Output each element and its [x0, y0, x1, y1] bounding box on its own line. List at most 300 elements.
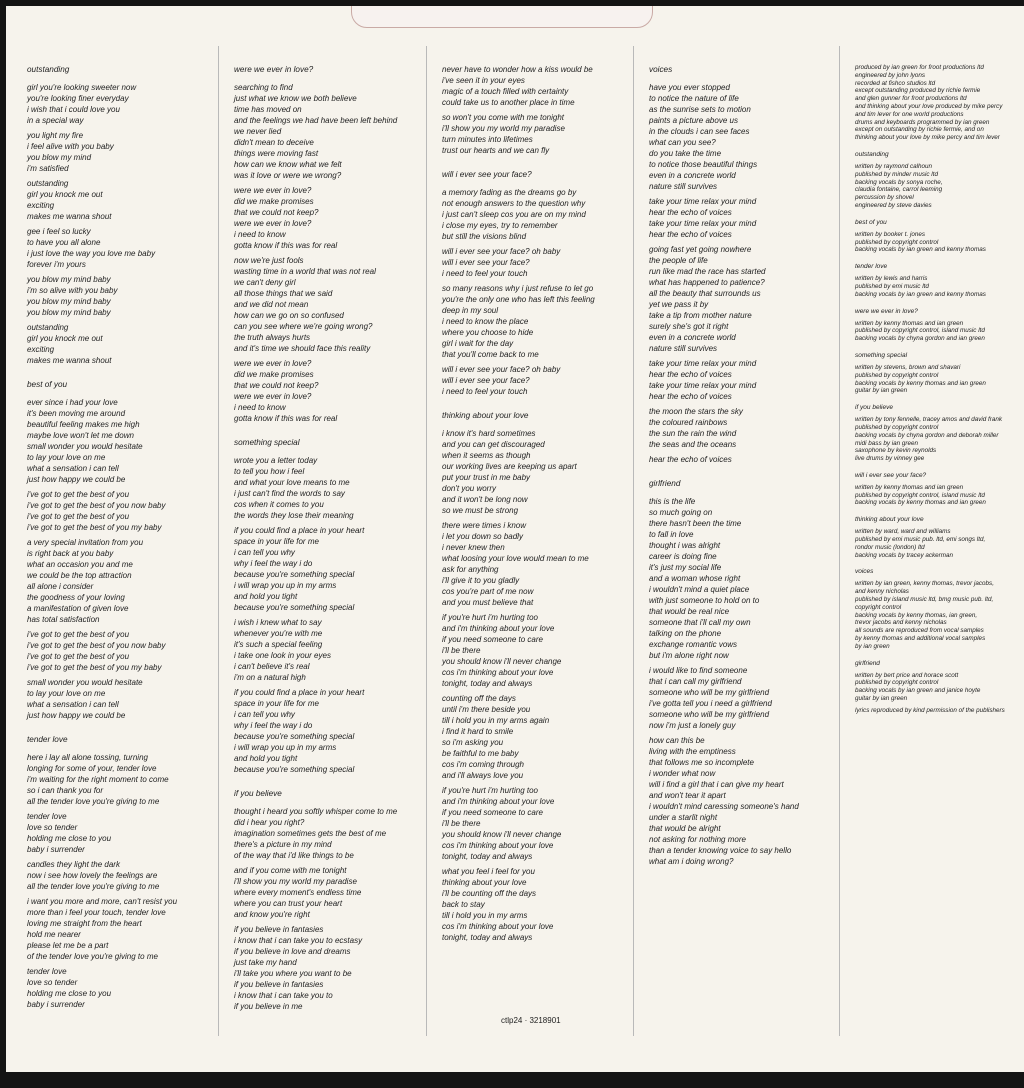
lyric-line: outstanding: [27, 323, 69, 332]
lyric-line: published by copyright control: [855, 238, 939, 246]
lyric-line: didn't mean to deceive: [234, 138, 314, 147]
lyric-line: guitar by ian green: [855, 387, 908, 395]
lyric-line: will i ever see your face? oh baby: [442, 247, 561, 256]
lyric-line: i can tell you why: [234, 548, 295, 557]
lyric-line: how can we know what we felt: [234, 160, 342, 169]
lyric-line: just take my hand: [234, 958, 297, 967]
lyric-line: did we make promises: [234, 197, 314, 206]
lyric-line: guitar by ian green: [855, 695, 908, 703]
lyric-line: published by island music ltd, bmg music pub. ltd,: [855, 596, 994, 604]
lyric-line: and thinking about your love produced by mike percy: [855, 102, 1003, 110]
lyric-line: why i feel the way i do: [234, 559, 313, 568]
lyric-line: because you're something special: [234, 765, 355, 774]
lyric-line: take your time relax your mind: [649, 197, 757, 206]
lyric-line: could take us to another place in time: [442, 98, 575, 107]
lyric-line: were we ever in love?: [234, 219, 312, 228]
lyric-line: you should know i'll never change: [442, 830, 562, 839]
lyric-line: i just can't sleep cos you are on my mind: [442, 210, 586, 219]
lyric-line: and what your love means to me: [234, 478, 350, 487]
lyric-line: lyrics reproduced by kind permission of the publishers: [855, 706, 1005, 714]
lyric-line: the coloured rainbows: [649, 418, 728, 427]
lyric-line: take your time relax your mind: [649, 381, 757, 390]
lyric-line: just what we know we both believe: [234, 94, 357, 103]
lyric-line: i'm so alive with you baby: [27, 286, 118, 295]
lyric-line: can you see where we're going wrong?: [234, 322, 373, 331]
lyric-line: i wonder what now: [649, 769, 716, 778]
lyric-line: tonight, today and always: [442, 933, 533, 942]
lyric-line: i take one look in your eyes: [234, 651, 331, 660]
song-title: voices: [855, 568, 874, 576]
lyric-line: to tell you how i feel: [234, 467, 305, 476]
lyric-line: backing vocals by ian green and kenny thomas: [855, 290, 986, 298]
song-title: if you believe: [855, 404, 893, 412]
lyric-line: till i hold you in my arms: [442, 911, 528, 920]
lyric-line: written by stevens, brown and shavari: [855, 363, 961, 371]
lyric-line: i've gotta tell you i need a girlfriend: [649, 699, 772, 708]
lyric-line: girl you're looking sweeter now: [27, 83, 137, 92]
lyric-line: percussion by shovel: [855, 194, 914, 202]
lyrics-column-1: [27, 64, 177, 1010]
lyric-line: living with the emptiness: [649, 747, 736, 756]
lyric-line: i wish that i could love you: [27, 105, 120, 114]
lyric-line: except outstanding produced by richie fermie: [855, 87, 981, 95]
lyric-line: backing vocals by sonya roche,: [855, 178, 943, 186]
lyric-line: the words they lose their meaning: [234, 511, 354, 520]
lyric-line: deep in my soul: [442, 306, 499, 315]
lyric-line: this is the life: [649, 497, 696, 506]
lyric-line: so we must be strong: [442, 506, 519, 515]
lyric-line: if you need someone to care: [442, 635, 543, 644]
lyric-line: if you believe in fantasies: [234, 925, 324, 934]
lyric-line: to notice those beautiful things: [649, 160, 758, 169]
lyric-line: rondor music (london) ltd: [855, 543, 925, 551]
song-title: something special: [234, 438, 300, 447]
lyric-line: space in your life for me: [234, 699, 319, 708]
lyric-line: written by tony fennelle, tracey amos and david frank: [855, 416, 1003, 424]
lyric-line: were we ever in love?: [234, 392, 312, 401]
lyric-line: you blow my mind baby: [27, 308, 111, 317]
catalog-number: ctlp24 · 3218901: [501, 1016, 561, 1025]
lyric-line: searching to find: [234, 83, 293, 92]
lyric-line: small wonder you would hesitate: [27, 442, 143, 451]
lyric-line: i just can't find the words to say: [234, 489, 345, 498]
lyric-line: and if you come with me tonight: [234, 866, 347, 875]
song-title: something special: [855, 351, 908, 359]
lyric-line: midi bass by ian green: [855, 439, 919, 447]
song-title: thinking about your love: [442, 411, 529, 420]
lyric-line: what a sensation i can tell: [27, 700, 119, 709]
lyric-line: the people of life: [649, 256, 708, 265]
lyric-line: exciting: [27, 201, 55, 210]
lyric-line: was it love or were we wrong?: [234, 171, 342, 180]
lyric-line: be faithful to me baby: [442, 749, 519, 758]
lyric-line: love so tender: [27, 823, 78, 832]
lyric-line: do you take the time: [649, 149, 722, 158]
lyric-line: small wonder you would hesitate: [27, 678, 143, 687]
lyric-line: baby i surrender: [27, 1000, 85, 1009]
lyric-line: what am i doing wrong?: [649, 857, 734, 866]
lyric-line: hear the echo of voices: [649, 370, 732, 379]
lyric-line: our working lives are keeping us apart: [442, 462, 577, 471]
lyric-line: published by copyright control, island music ltd: [855, 491, 985, 499]
credits-column: [855, 64, 1005, 715]
lyric-line: published by minder music ltd: [855, 170, 938, 178]
lyric-line: i can tell you why: [234, 710, 295, 719]
lyric-line: someone that i'll call my own: [649, 618, 751, 627]
lyric-line: that we could not keep?: [234, 208, 319, 217]
lyric-line: how can we go on so confused: [234, 311, 344, 320]
lyric-line: makes me wanna shout: [27, 212, 112, 221]
lyric-line: girl i wait for the day: [442, 339, 514, 348]
lyric-line: will i find a girl that i can give my heart: [649, 780, 784, 789]
lyric-line: i'm waiting for the right moment to come: [27, 775, 169, 784]
lyric-line: i know that i can take you to ecstasy: [234, 936, 363, 945]
lyric-line: i just love the way you love me baby: [27, 249, 156, 258]
lyric-line: here i lay all alone tossing, turning: [27, 753, 148, 762]
lyric-line: to lay your love on me: [27, 453, 106, 462]
lyric-line: the moon the stars the sky: [649, 407, 743, 416]
lyric-line: so won't you come with me tonight: [442, 113, 565, 122]
lyric-line: i've got to get the best of you my baby: [27, 663, 162, 672]
lyric-line: backing vocals by tracey ackerman: [855, 551, 953, 559]
lyric-line: talking on the phone: [649, 629, 722, 638]
lyric-line: i need to know: [234, 403, 286, 412]
lyric-line: tender love: [27, 812, 67, 821]
lyric-line: now i'm just a lonely guy: [649, 721, 736, 730]
lyric-line: beautiful feeling makes me high: [27, 420, 140, 429]
lyric-line: i've got to get the best of you my baby: [27, 523, 162, 532]
lyric-line: saxophone by kevin reynolds: [855, 447, 937, 455]
lyric-line: thinking about your love by mike percy and tim lever: [855, 134, 1000, 142]
lyric-line: so i can thank you for: [27, 786, 104, 795]
lyric-line: counting off the days: [442, 694, 516, 703]
lyric-line: if you're hurt i'm hurting too: [442, 613, 538, 622]
lyric-line: by kenny thomas and additional vocal samples: [855, 635, 986, 643]
song-title: were we ever in love?: [234, 65, 314, 74]
lyric-line: and i'll always love you: [442, 771, 524, 780]
lyric-line: recorded at fishco studios ltd: [855, 79, 936, 87]
lyric-line: all alone i consider: [27, 582, 94, 591]
lyric-line: all those things that we said: [234, 289, 333, 298]
column-divider: [839, 46, 840, 1036]
column-divider: [633, 46, 634, 1036]
lyric-line: i've seen it in your eyes: [442, 76, 525, 85]
lyric-line: not enough answers to the question why: [442, 199, 586, 208]
lyric-line: written by kenny thomas and ian green: [855, 483, 964, 491]
lyric-line: but i'm alone right now: [649, 651, 729, 660]
lyric-line: thought i was alright: [649, 541, 721, 550]
lyric-line: love so tender: [27, 978, 78, 987]
lyric-line: because you're something special: [234, 603, 355, 612]
lyric-line: tonight, today and always: [442, 852, 533, 861]
lyric-line: but still the visions blind: [442, 232, 527, 241]
song-title: will i ever see your face?: [442, 170, 532, 179]
lyric-line: if you could find a place in your heart: [234, 526, 365, 535]
lyric-line: there hasn't been the time: [649, 519, 742, 528]
lyric-line: that you'll come back to me: [442, 350, 539, 359]
lyric-line: hold me nearer: [27, 930, 81, 939]
lyric-line: backing vocals by ian green and janice hoyte: [855, 687, 981, 695]
lyric-line: because you're something special: [234, 732, 355, 741]
lyric-line: backing vocals by ian green and kenny thomas: [855, 246, 986, 254]
song-title: voices: [649, 65, 673, 74]
lyric-line: written by bert price and horace scott: [855, 671, 959, 679]
lyric-line: claudia fontaine, carrol leeming: [855, 186, 943, 194]
lyric-line: if you're hurt i'm hurting too: [442, 786, 538, 795]
lyric-line: paints a picture above us: [649, 116, 738, 125]
lyric-line: till i hold you in my arms again: [442, 716, 550, 725]
lyric-line: of the tender love you're giving to me: [27, 952, 158, 961]
lyric-line: imagination sometimes gets the best of me: [234, 829, 387, 838]
lyric-line: that would be alright: [649, 824, 721, 833]
lyric-line: hear the echo of voices: [649, 392, 732, 401]
lyric-line: ever since i had your love: [27, 398, 118, 407]
lyric-line: the goodness of your loving: [27, 593, 125, 602]
lyric-line: there's a picture in my mind: [234, 840, 332, 849]
lyric-line: a manifestation of given love: [27, 604, 129, 613]
lyric-line: even in a concrete world: [649, 333, 736, 342]
lyric-line: if you believe in fantasies: [234, 980, 324, 989]
lyric-line: never have to wonder how a kiss would be: [442, 65, 593, 74]
lyric-line: what can you see?: [649, 138, 716, 147]
lyric-line: tender love: [27, 967, 67, 976]
lyric-line: and it's time we should face this reality: [234, 344, 371, 353]
lyric-line: i find it hard to smile: [442, 727, 514, 736]
lyric-line: than a tender knowing voice to say hello: [649, 846, 792, 855]
lyric-line: girl you knock me out: [27, 334, 103, 343]
lyric-line: loving me straight from the heart: [27, 919, 142, 928]
lyric-line: what a sensation i can tell: [27, 464, 119, 473]
lyric-line: what an occasion you and me: [27, 560, 133, 569]
lyric-line: i'll be there: [442, 819, 481, 828]
lyric-line: were we ever in love?: [234, 186, 312, 195]
lyric-line: holding me close to you: [27, 834, 112, 843]
lyric-line: i've got to get the best of you now baby: [27, 641, 166, 650]
lyric-line: i wouldn't mind caressing someone's hand: [649, 802, 799, 811]
lyric-line: we can't deny girl: [234, 278, 296, 287]
lyric-line: now i see how lovely the feelings are: [27, 871, 158, 880]
lyric-line: space in your life for me: [234, 537, 319, 546]
lyric-line: exchange romantic vows: [649, 640, 738, 649]
lyric-line: published by copyright control: [855, 679, 939, 687]
lyric-line: we could be the top attraction: [27, 571, 132, 580]
lyric-line: the seas and the oceans: [649, 440, 737, 449]
lyric-line: outstanding: [27, 179, 69, 188]
lyric-line: published by copyright control: [855, 371, 939, 379]
lyric-line: of the way that i'd like things to be: [234, 851, 354, 860]
song-title: tender love: [27, 735, 68, 744]
lyric-line: i need to feel your touch: [442, 269, 528, 278]
lyric-line: that follows me so incomplete: [649, 758, 754, 767]
lyric-line: put your trust in me baby: [442, 473, 531, 482]
lyric-line: forever i'm yours: [27, 260, 86, 269]
song-title: girlfriend: [855, 659, 880, 667]
lyrics-column-3: [442, 64, 595, 943]
lyric-line: drums and keyboards programmed by ian green: [855, 118, 990, 126]
lyrics-column-2: [234, 64, 397, 1012]
lyric-line: surely she's got it right: [649, 322, 729, 331]
lyric-line: take your time relax your mind: [649, 219, 757, 228]
lyric-line: have you ever stopped: [649, 83, 730, 92]
lyric-line: things were moving fast: [234, 149, 319, 158]
lyric-line: gotta know if this was for real: [234, 241, 338, 250]
lyric-line: just how happy we could be: [27, 475, 126, 484]
lyric-line: all sounds are reproduced from vocal samples: [855, 627, 984, 635]
lyric-line: now we're just fools: [234, 256, 304, 265]
lyric-line: backing vocals by chyna gordon and deborah miller: [855, 431, 999, 439]
lyric-line: i never knew then: [442, 543, 505, 552]
lyric-line: published by copyright control: [855, 423, 939, 431]
lyric-line: i want you more and more, can't resist you: [27, 897, 178, 906]
lyric-line: i would like to find someone: [649, 666, 748, 675]
lyric-sheet: [6, 6, 1024, 1072]
lyric-line: and we did not mean: [234, 300, 309, 309]
lyric-line: and you can get discouraged: [442, 440, 545, 449]
lyric-line: written by lewis and harris: [855, 275, 928, 283]
lyric-line: wrote you a letter today: [234, 456, 318, 465]
lyric-line: please let me be a part: [27, 941, 109, 950]
lyric-line: i can't believe it's real: [234, 662, 310, 671]
lyric-line: by ian green: [855, 642, 890, 650]
lyric-line: and i'm thinking about your love: [442, 624, 555, 633]
lyric-line: more than i feel your touch, tender love: [27, 908, 166, 917]
song-title: were we ever in love?: [855, 307, 918, 315]
lyric-line: you blow my mind: [27, 153, 92, 162]
lyric-line: girl you knock me out: [27, 190, 103, 199]
lyric-line: i need to feel your touch: [442, 387, 528, 396]
sleeve-tab: [351, 6, 653, 28]
lyric-line: not asking for nothing more: [649, 835, 746, 844]
lyric-line: hear the echo of voices: [649, 230, 732, 239]
lyric-line: where every moment's endless time: [234, 888, 362, 897]
lyric-line: i feel alive with you baby: [27, 142, 114, 151]
lyric-line: you're the only one who has left this feeling: [442, 295, 595, 304]
lyric-line: to notice the nature of life: [649, 94, 739, 103]
lyric-line: and a woman whose right: [649, 574, 741, 583]
song-title: girlfriend: [649, 479, 681, 488]
lyric-line: backing vocals by kenny thomas and ian green: [855, 379, 986, 387]
lyric-line: until i'm there beside you: [442, 705, 531, 714]
lyric-line: ask for anything: [442, 565, 499, 574]
lyric-line: backing vocals by kenny thomas and ian green: [855, 499, 986, 507]
lyric-line: there were times i know: [442, 521, 527, 530]
lyric-line: cos you're part of me now: [442, 587, 534, 596]
song-title: thinking about your love: [855, 516, 924, 524]
lyric-line: in a special way: [27, 116, 84, 125]
song-title: tender love: [855, 263, 888, 271]
lyric-line: under a starlit night: [649, 813, 718, 822]
lyric-line: what has happened to patience?: [649, 278, 765, 287]
lyric-line: i'll show you my world my paradise: [234, 877, 357, 886]
lyric-line: is right back at you baby: [27, 549, 114, 558]
lyric-line: hear the echo of voices: [649, 455, 732, 464]
lyric-line: take your time relax your mind: [649, 359, 757, 368]
lyric-line: candles they light the dark: [27, 860, 120, 869]
lyric-line: a memory fading as the dreams go by: [442, 188, 577, 197]
lyric-line: and you must believe that: [442, 598, 534, 607]
lyric-line: trust our hearts and we can fly: [442, 146, 550, 155]
lyric-line: yet we pass it by: [649, 300, 709, 309]
lyric-line: wasting time in a world that was not real: [234, 267, 376, 276]
lyric-line: all the beauty that surrounds us: [649, 289, 761, 298]
lyric-line: will i ever see your face?: [442, 258, 530, 267]
lyric-line: written by ian green, kenny thomas, trevor jacobs,: [855, 580, 994, 588]
lyric-line: you should know i'll never change: [442, 657, 562, 666]
lyric-line: that would be real nice: [649, 607, 730, 616]
lyric-line: what you feel i feel for you: [442, 867, 535, 876]
lyric-line: exciting: [27, 345, 55, 354]
lyric-line: as the sunrise sets to motion: [649, 105, 751, 114]
lyric-line: tonight, today and always: [442, 679, 533, 688]
lyric-line: going fast yet going nowhere: [649, 245, 752, 254]
lyric-line: all the tender love you're giving to me: [27, 797, 160, 806]
lyric-line: live drums by vinney gee: [855, 455, 925, 463]
lyric-line: did i hear you right?: [234, 818, 305, 827]
lyric-line: maybe love won't let me down: [27, 431, 134, 440]
lyric-line: will i ever see your face? oh baby: [442, 365, 561, 374]
lyric-line: and tim lever for one world productions: [855, 110, 964, 118]
lyric-line: gotta know if this was for real: [234, 414, 338, 423]
lyric-line: engineered by john lyons: [855, 71, 926, 79]
lyric-line: except on outstanding by richie fermie, and on: [855, 126, 984, 134]
lyric-line: published by emi music pub. ltd, emi songs ltd,: [855, 536, 986, 544]
lyric-line: hear the echo of voices: [649, 208, 732, 217]
lyric-line: to fall in love: [649, 530, 694, 539]
lyric-line: where you choose to hide: [442, 328, 534, 337]
lyric-line: i will wrap you up in my arms: [234, 743, 337, 752]
lyric-line: cos when it comes to you: [234, 500, 324, 509]
song-title: will i ever see your face?: [855, 471, 927, 479]
lyric-line: magic of a touch filled with certainty: [442, 87, 569, 96]
lyric-line: the sun the rain the wind: [649, 429, 737, 438]
lyric-line: written by raymond calhoun: [855, 162, 933, 170]
lyric-line: time has moved on: [234, 105, 302, 114]
lyric-line: you blow my mind baby: [27, 297, 111, 306]
lyric-line: cos i'm thinking about your love: [442, 922, 554, 931]
lyric-line: i'll be there: [442, 646, 481, 655]
lyric-line: written by kenny thomas and ian green: [855, 319, 964, 327]
lyric-line: and hold you tight: [234, 592, 298, 601]
lyric-line: i've got to get the best of you: [27, 490, 130, 499]
lyric-line: backing vocals by chyna gordon and ian green: [855, 335, 985, 343]
lyric-line: i need to know the place: [442, 317, 529, 326]
lyric-line: nature still survives: [649, 344, 718, 353]
lyric-line: trevor jacobs and kenny nicholas: [855, 619, 947, 627]
lyric-line: i wouldn't mind a quiet place: [649, 585, 750, 594]
lyric-line: i'm satisfied: [27, 164, 69, 173]
lyric-line: if you believe in love and dreams: [234, 947, 351, 956]
lyric-line: why i feel the way i do: [234, 721, 313, 730]
lyric-line: take a tip from mother nature: [649, 311, 752, 320]
lyric-line: thinking about your love: [442, 878, 527, 887]
lyric-line: you blow my mind baby: [27, 275, 111, 284]
lyric-line: you're looking finer everyday: [27, 94, 129, 103]
lyric-line: if you could find a place in your heart: [234, 688, 365, 697]
lyric-line: where you can trust your heart: [234, 899, 343, 908]
lyric-line: and the feelings we had have been left behind: [234, 116, 398, 125]
song-title: best of you: [27, 380, 68, 389]
lyric-line: someone who will be my girlfriend: [649, 710, 770, 719]
lyric-line: did we make promises: [234, 370, 314, 379]
lyric-line: and kenny nicholas: [855, 588, 909, 596]
lyric-line: engineered by steve davies: [855, 201, 932, 209]
lyric-line: i'll take you where you want to be: [234, 969, 352, 978]
lyric-line: even in a concrete world: [649, 171, 736, 180]
lyric-line: it's been moving me around: [27, 409, 126, 418]
lyric-line: cos i'm thinking about your love: [442, 841, 554, 850]
song-title: outstanding: [855, 150, 889, 158]
lyric-line: i'll be counting off the days: [442, 889, 537, 898]
